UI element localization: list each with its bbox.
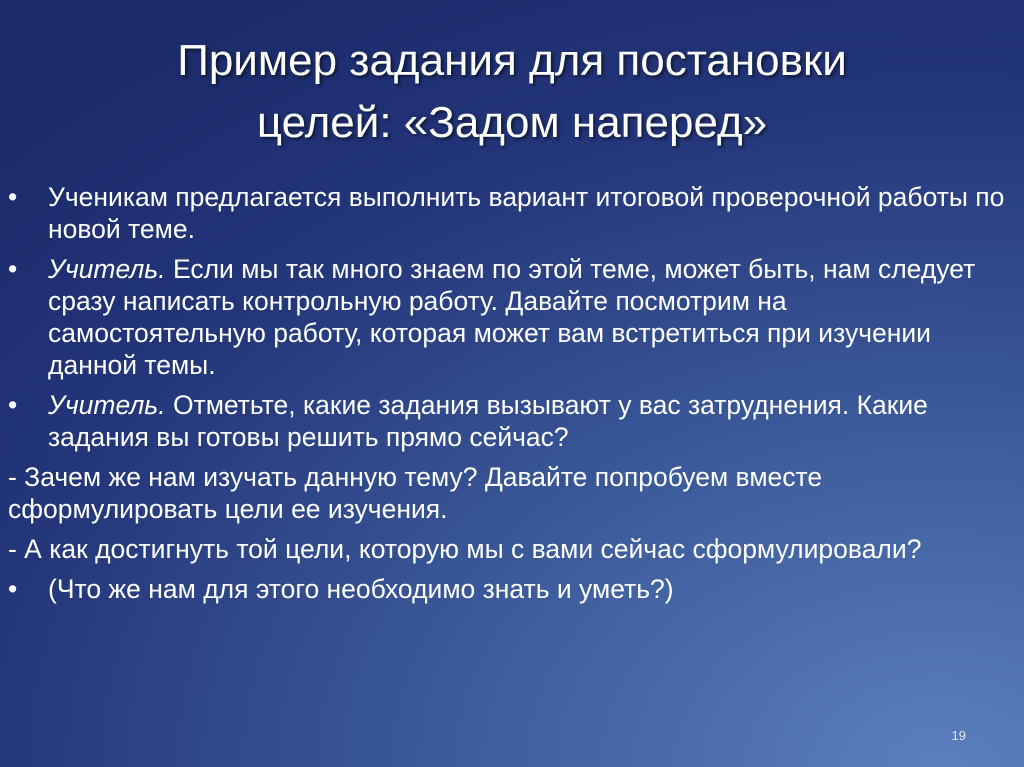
paragraph-4	[8, 461, 1008, 525]
paragraph-3	[8, 389, 1008, 453]
bullet-icon: •	[8, 390, 18, 420]
bullet-icon: •	[8, 254, 18, 284]
paragraph-text: - А как достигнуть той цели, которую мы с вами сейчас сформулировали?	[8, 534, 922, 564]
paragraph-text: Если мы так много знаем по этой теме, может быть, нам следует сразу написать контрольную работу. Давайте посмотрим на самостоятельную работу, которая может вам встретиться при изучении данной темы.	[48, 254, 976, 380]
paragraph-6	[8, 573, 1008, 605]
paragraph-1	[8, 181, 1008, 245]
slide-title: Пример задания для постановки целей: «Задом наперед»	[177, 36, 847, 147]
paragraph-text: (Что же нам для этого необходимо знать и уметь?)	[48, 574, 674, 604]
paragraph-text: - Зачем же нам изучать данную тему? Давайте попробуем вместе сформулировать цели ее изучения.	[8, 462, 823, 524]
bullet-icon: •	[8, 574, 18, 604]
paragraph-text: Ученикам предлагается выполнить вариант итоговой проверочной работы по новой теме.	[48, 182, 1005, 244]
slide-body	[8, 181, 1008, 613]
bullet-icon: •	[8, 182, 18, 212]
page-number: 19	[951, 728, 966, 743]
paragraph-text: Отметьте, какие задания вызывают у вас затруднения. Какие задания вы готовы решить прямо сейчас?	[48, 390, 928, 452]
speaker-label: Учитель.	[48, 390, 166, 420]
paragraph-2	[8, 253, 1008, 381]
speaker-label: Учитель.	[48, 254, 166, 284]
paragraph-5	[8, 533, 1008, 565]
